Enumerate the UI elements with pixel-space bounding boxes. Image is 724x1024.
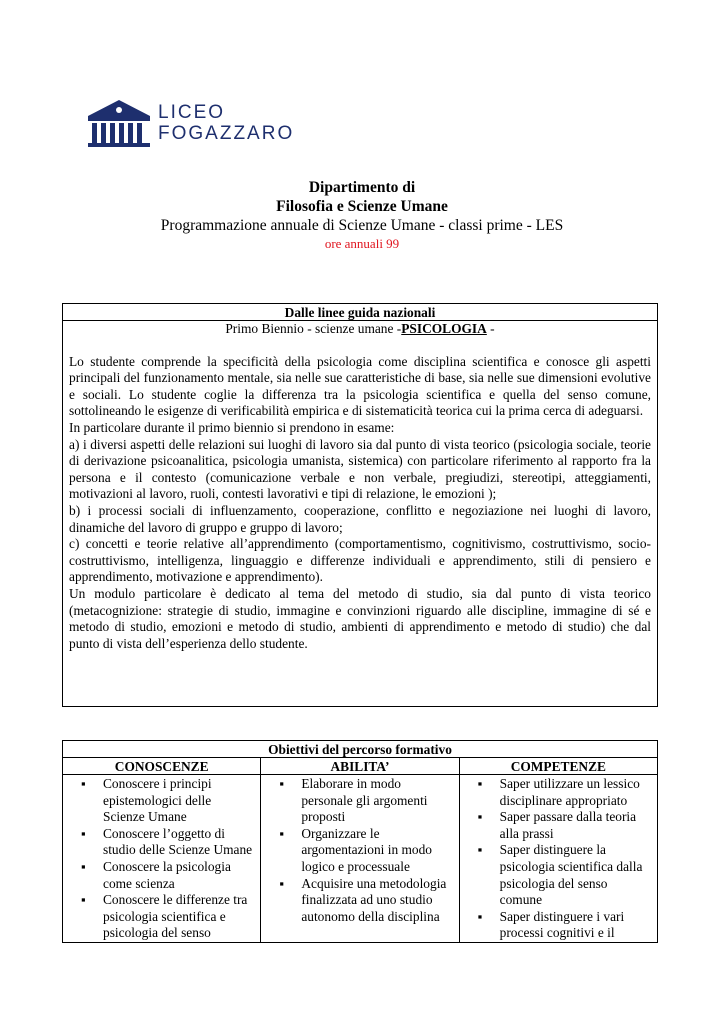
department-title: Dipartimento di [308,179,416,196]
subject-title: Filosofia e Scienze Umane [276,198,448,215]
annual-hours: ore annuali 99 [324,236,400,251]
paragraph: c) concetti e teorie relative all’apprendimento (comportamentismo, cognitivismo, costruttivismo, socio-costruttivismo, intelligenza, linguaggio e differenze individuali e apprendimento, stili di pensiero e apprendimento, motivazione e apprendimento). [69,536,651,585]
conoscenze-list [77,776,252,942]
abilita-cell [261,775,459,943]
list-item: ▪ Saper distinguere la psicologia scientifica dalla psicologia del senso comune [474,842,649,908]
list-item: ▪ Saper distinguere i vari processi cognitivi e il [474,909,649,942]
paragraph: b) i processi sociali di influenzamento, cooperazione, conflitto e negoziazione nei luoghi di lavoro, dinamiche del lavoro di gruppo e gruppo di lavoro; [69,502,651,535]
list-item: ▪ Conoscere l’oggetto di studio delle Scienze Umane [77,826,252,859]
paragraph: a) i diversi aspetti delle relazioni sui luoghi di lavoro sia dal punto di vista teorico (psicologia sociale, teorie di derivazione psicoanalitica, psicologia umanista, sistemica) con particolare riferimento al rapporto fra la persona e il contesto (comunicazione verbale e non verbale, pregiudizi, stereotipi, atteggiamenti, motivazioni al lavoro, ruoli, contesti lavorativi e tipi di relazione, le emozioni ); [69,436,651,502]
document-header [0,178,724,251]
programme-title: Programmazione annuale di Scienze Umane - classi prime - LES [160,217,564,234]
list-item: ▪ Saper passare dalla teoria alla prassi [474,809,649,842]
subtitle-prefix: Primo Biennio - scienze umane - [225,321,402,336]
guidelines-body [63,321,658,707]
building-icon [86,96,152,148]
column-header-abilita: ABILITA’ [261,758,459,775]
column-header-conoscenze: CONOSCENZE [63,758,261,775]
paragraph: In particolare durante il primo biennio si prendono in esame: [69,419,395,435]
list-item: ▪ Conoscere la psicologia come scienza [77,859,252,892]
list-item: ▪ Organizzare le argomentazioni in modo logico e processuale [275,826,450,876]
subtitle-subject: PSICOLOGIA [401,321,487,336]
list-item: ▪ Acquisire una metodologia finalizzata ad uno studio autonomo della disciplina [275,876,450,926]
guidelines-heading: Dalle linee guida nazionali [63,304,658,321]
list-item: ▪ Elaborare in modo personale gli argomenti proposti [275,776,450,826]
school-logo [86,96,295,148]
paragraph: Lo studente comprende la specificità della psicologia come disciplina scientifica e conosce gli aspetti principali del funzionamento mentale, sia nelle sue caratteristiche di base, sia nelle sue dimensioni evolutive e sociali. Lo studente coglie la differenza tra la psicologia scientifica e quella del senso comune, sottolineando le esigenze di verificabilità empirica e di sistematicità teorica cui la prima cerca di adeguarsi. [69,353,651,419]
objectives-table [62,740,658,943]
competenze-list [474,776,649,942]
column-header-competenze: COMPETENZE [459,758,657,775]
logo-text [158,102,294,144]
competenze-cell [459,775,657,943]
subtitle-suffix: - [486,321,495,336]
objectives-heading: Obiettivi del percorso formativo [63,741,658,758]
guidelines-table [62,303,658,707]
paragraph: Un modulo particolare è dedicato al tema del metodo di studio, sia dal punto di vista teorico (metacognizione: strategie di studio, immagine e convinzioni riguardo alle discipline, immagine di sé e metodo di studio, emozioni e metodo di studio, ambienti di apprendimento e metodo di studio) che dal punto di vista dell’esperienza dello studente. [69,585,651,651]
logo-line2: FOGAZZARO [158,123,295,144]
list-item: ▪ Saper utilizzare un lessico disciplinare appropriato [474,776,649,809]
abilita-list [275,776,450,925]
guidelines-subtitle [69,321,651,338]
list-item: ▪ Conoscere i principi epistemologici delle Scienze Umane [77,776,252,826]
conoscenze-cell [63,775,261,943]
logo-line1: LICEO [158,102,226,123]
list-item: ▪ Conoscere le differenze tra psicologia scientifica e psicologia del senso [77,892,252,942]
